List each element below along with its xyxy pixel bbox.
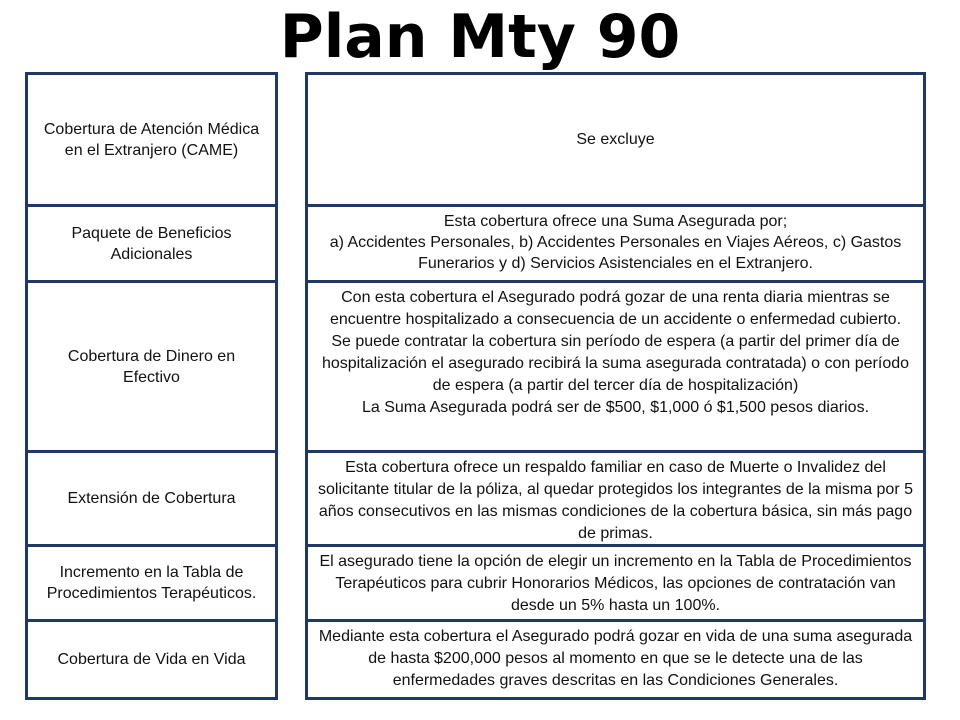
coverage-description: Mediante esta cobertura el Asegurado podrá gozar en vida de una suma asegurada de hasta $200,000 pesos al momento en que se le detecte una de las enfermedades graves descritas en las Condiciones Generales.	[318, 628, 913, 689]
coverage-description-cell	[308, 280, 923, 450]
coverage-description-cell	[308, 544, 923, 619]
page-title: Plan Mty 90	[279, 2, 681, 72]
coverage-label: Cobertura de Atención Médica en el Extranjero (CAME)	[43, 120, 260, 159]
coverage-description-cell	[308, 450, 923, 544]
coverage-description-column	[305, 72, 926, 700]
coverage-description: Con esta cobertura el Asegurado podrá gozar de una renta diaria mientras se encuentre hospitalizado a consecuencia de un accidente o enfermedad cubierto. Se puede contratar la cobertura sin período de espera (a partir del primer día de hospitalización el asegurado recibirá la suma asegurada contratada) o con período de espera (a partir del tercer día de hospitalización) La Suma Asegurada podrá ser de $500, $1,000 ó $1,500 pesos diarios.	[321, 289, 910, 416]
coverage-description-cell	[308, 204, 923, 280]
coverage-description: El asegurado tiene la opción de elegir un incremento en la Tabla de Procedimientos Terapéuticos para cubrir Honorarios Médicos, las opciones de contratación van desde un 5% hasta un 100%.	[319, 553, 912, 614]
coverage-label-cell	[28, 450, 275, 544]
coverage-label-column	[25, 72, 278, 700]
coverage-label-cell	[28, 280, 275, 450]
coverage-description: Esta cobertura ofrece una Suma Asegurada por; a) Accidentes Personales, b) Accidentes Personales en Viajes Aéreos, c) Gastos Funerarios y d) Servicios Asistenciales en el Extranjero.	[329, 213, 902, 272]
coverage-description: Esta cobertura ofrece un respaldo familiar en caso de Muerte o Invalidez del solicitante titular de la póliza, al quedar protegidos los integrantes de la misma por 5 años consecutivos en las mismas condiciones de la cobertura básica, sin más pago de primas.	[318, 459, 913, 542]
coverage-label: Extensión de Cobertura	[67, 490, 236, 507]
coverage-label-cell	[28, 619, 275, 697]
coverage-label-cell	[28, 204, 275, 280]
coverage-description-cell	[308, 72, 923, 204]
coverage-label-cell	[28, 72, 275, 204]
coverage-label: Paquete de Beneficios Adicionales	[71, 224, 232, 263]
coverage-label: Cobertura de Dinero en Efectivo	[67, 347, 236, 386]
coverage-label-cell	[28, 544, 275, 619]
coverage-description-cell	[308, 619, 923, 697]
coverage-label: Cobertura de Vida en Vida	[57, 651, 246, 668]
coverage-description: Se excluye	[576, 131, 655, 148]
coverage-label: Incremento en la Tabla de Procedimientos Terapéuticos.	[46, 564, 257, 602]
